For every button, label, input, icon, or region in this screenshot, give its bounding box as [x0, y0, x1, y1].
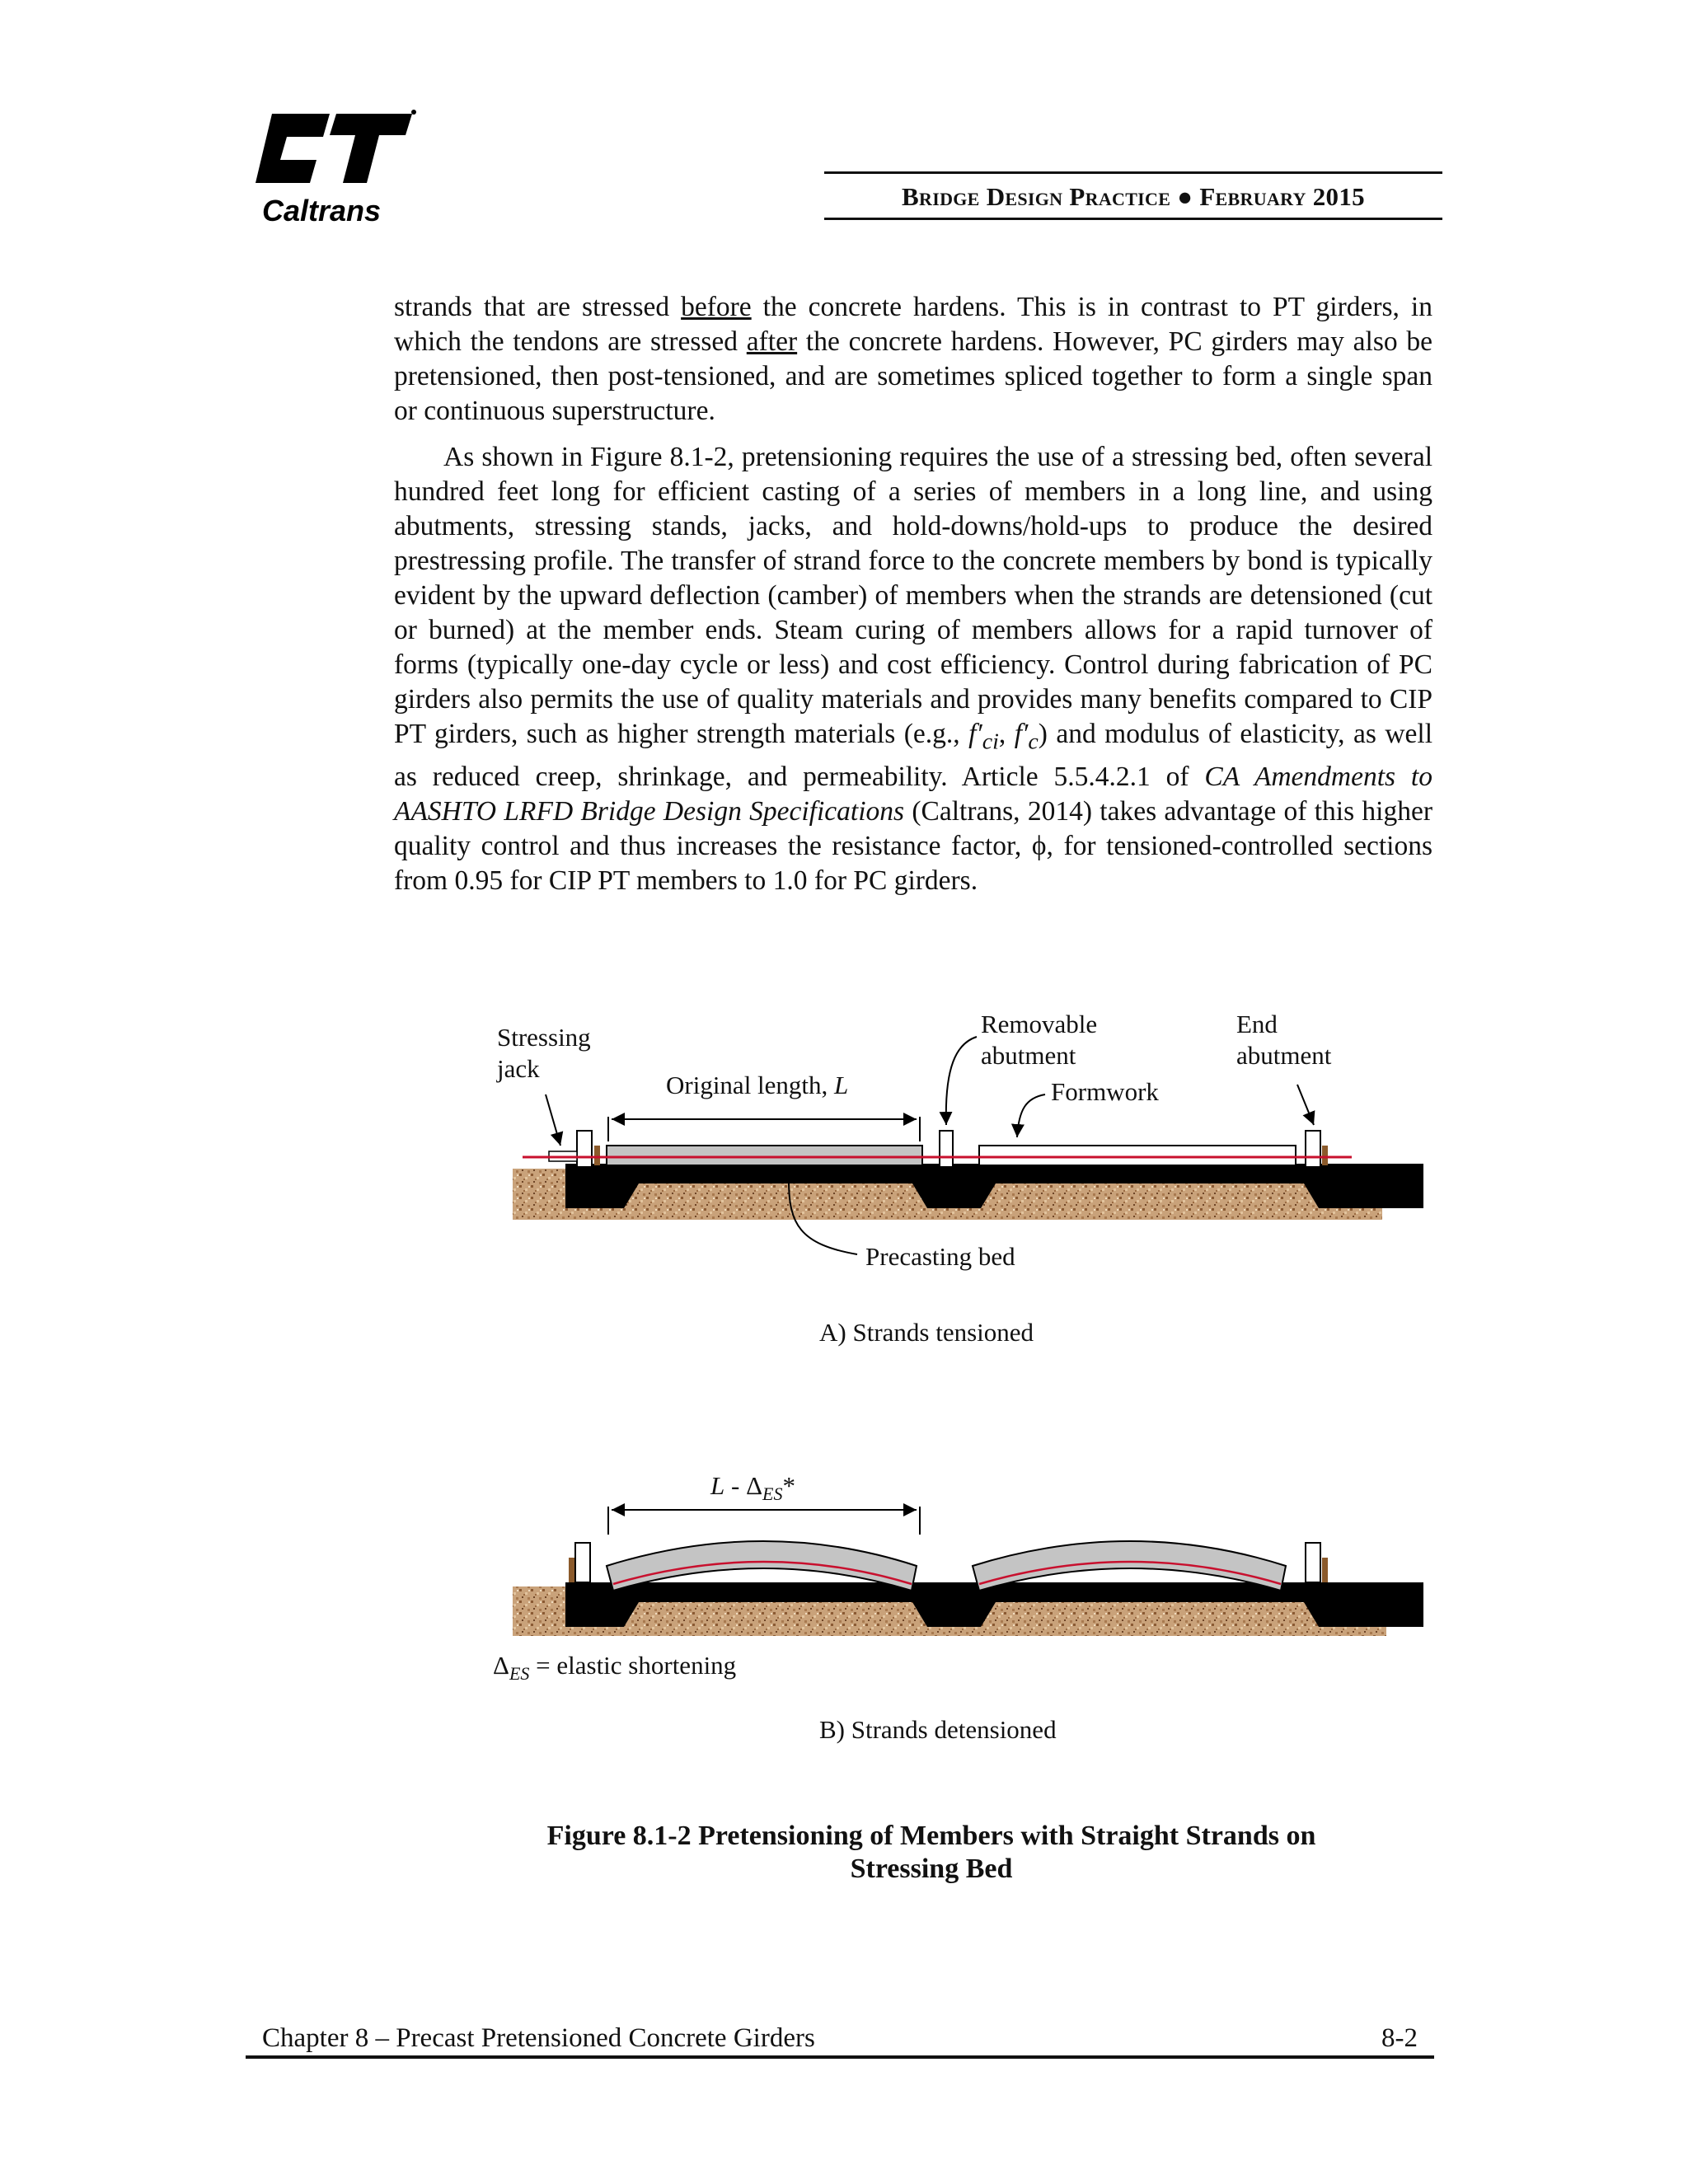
left-stressing-stand: [577, 1131, 592, 1167]
shortened-length-star: *: [782, 1471, 795, 1500]
caltrans-logo-mark: [247, 105, 420, 229]
formwork-leader: [1017, 1094, 1045, 1137]
paragraph-1: [394, 290, 1432, 429]
note-delta: Δ: [493, 1651, 509, 1680]
formwork: [979, 1146, 1296, 1165]
girder-a: [607, 1146, 922, 1165]
figure-caption-line-1: Figure 8.1-2 Pretensioning of Members with Straight Strands on: [546, 1821, 1316, 1851]
p1-text-3: the concrete hardens. However, PC girders may also be pretensioned, then post-tensioned, and are sometimes spliced together to form a single span or continuous superstructure.: [394, 326, 1432, 426]
stressing-jack-leader: [546, 1094, 560, 1146]
label-precasting-bed: Precasting bed: [865, 1242, 1015, 1271]
label-original-length: [666, 1070, 848, 1100]
part-b-drawing: [513, 1507, 1423, 1636]
jack-plate-right: [1322, 1146, 1328, 1165]
figure-caption: [462, 1820, 1401, 1886]
label-formwork: Formwork: [1051, 1077, 1159, 1106]
p2-text-1: As shown in Figure 8.1-2, pretensioning requires the use of a stressing bed, often several hundred feet long for efficient casting of a series of members in a long line, and using abutments, stressing stands, jacks, and hold-downs/hold-ups to produce the desired prestressing profile. The transfer of strand force to the concrete members by bond is typically evident by the upward deflection (camber) of members when the strands are detensioned (cut or burned) at the member ends. Steam curing of members allows for a rapid turnover of forms (typically one-day cycle or less) and cost efficiency. Control during fabrication of PC girders also permits the use of quality materials and provides many benefits compared to CIP PT girders, such as higher strength materials (e.g.,: [394, 442, 1432, 749]
label-stressing-jack-1: Stressing: [497, 1023, 591, 1052]
p2-text-2: ) and modulus of elasticity, as well as reduced creep, shrinkage, and permeability. Article 5.5.4.2.1 of: [394, 719, 1433, 792]
p2-fci: f′: [968, 719, 982, 749]
p2-fc: f′: [1014, 719, 1029, 749]
caltrans-logo: [247, 105, 420, 233]
figure-caption-line-2: Stressing Bed: [850, 1854, 1013, 1884]
plate-left-b: [569, 1558, 574, 1582]
figure-drawing: [0, 989, 1688, 1920]
header-title: Bridge Design Practice ● February 2015: [902, 182, 1365, 211]
p2-fci-sub: ci: [982, 729, 999, 755]
original-length-var: L: [834, 1071, 849, 1099]
label-removable-2: abutment: [981, 1041, 1076, 1070]
end-abutment-leader: [1297, 1085, 1314, 1125]
p1-text-2: the concrete hardens. This is in contrast to PT girders, in which the tendons are stressed: [394, 292, 1432, 357]
right-stand-b: [1306, 1543, 1320, 1582]
removable-abutment-leader: [946, 1037, 977, 1125]
header-rule-top: [824, 171, 1442, 174]
plate-right-b: [1322, 1558, 1328, 1582]
shortened-length-var: L: [710, 1471, 725, 1500]
footer-chapter: Chapter 8 – Precast Pretensioned Concrete Girders: [262, 2023, 815, 2053]
p2-text-3: (Caltrans, 2014) takes advantage of this higher quality control and thus increases the resistance factor, ϕ, for tensioned-controlled sections from 0.95 for CIP PT members to 1.0 for PC girders.: [394, 795, 1432, 896]
figure-8-1-2: [0, 989, 1688, 1920]
caption-part-b: B) Strands detensioned: [819, 1715, 1057, 1744]
logo-wordmark: Caltrans: [262, 194, 382, 227]
p1-underline-before: before: [681, 292, 752, 322]
header-rule-bottom: [824, 218, 1442, 220]
left-stand-b: [575, 1543, 590, 1582]
end-abutment-post: [1306, 1131, 1320, 1167]
note-sub: ES: [509, 1663, 530, 1685]
removable-abutment-post: [940, 1131, 953, 1167]
p2-sep: ,: [998, 719, 1015, 749]
note-text: = elastic shortening: [529, 1651, 737, 1680]
label-shortened-length: [710, 1470, 795, 1509]
p1-text-1: strands that are stressed: [394, 292, 682, 322]
p2-italic-title: CA Amendments to AASHTO LRFD Bridge Design Specifications: [394, 761, 1432, 827]
p2-fc-sub: c: [1028, 729, 1039, 755]
original-length-text: Original length,: [666, 1071, 835, 1099]
body-text: [394, 290, 1432, 898]
shortened-length-minus: - Δ: [724, 1471, 763, 1500]
label-stressing-jack-2: jack: [497, 1054, 540, 1083]
label-removable-1: Removable: [981, 1010, 1098, 1038]
label-elastic-shortening: [493, 1650, 736, 1689]
paragraph-2: [394, 440, 1432, 898]
footer-page-number: 8-2: [1381, 2023, 1418, 2053]
jack-plate-left: [594, 1146, 600, 1165]
shortened-length-sub: ES: [762, 1483, 783, 1505]
footer-rule: [246, 2055, 1434, 2059]
caption-part-a: A) Strands tensioned: [819, 1318, 1034, 1347]
p1-underline-after: after: [746, 326, 798, 357]
label-end-1: End: [1236, 1010, 1278, 1038]
label-end-2: abutment: [1236, 1041, 1332, 1070]
